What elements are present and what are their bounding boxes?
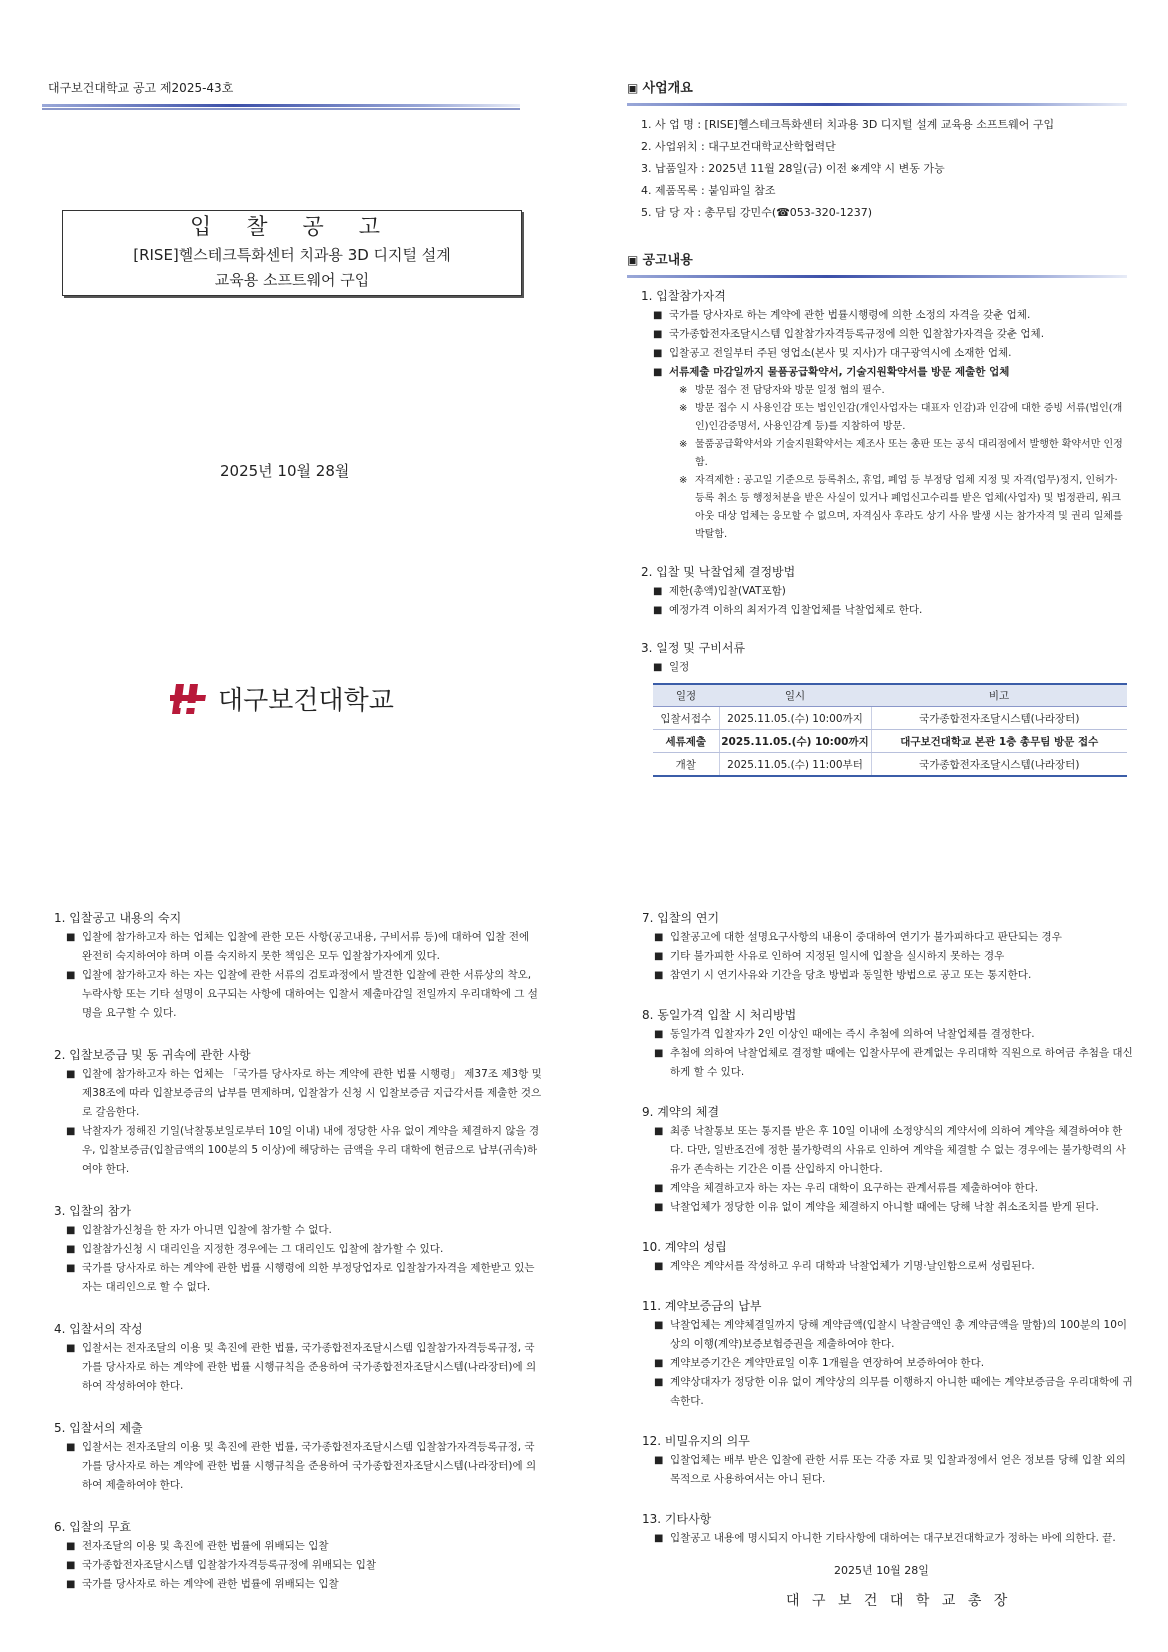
- title-box-title: 입 찰 공 고: [190, 215, 394, 240]
- terms-section: [642, 1296, 1134, 1411]
- bullet-icon: ■: [66, 1343, 76, 1354]
- bullet-icon: ■: [654, 1358, 664, 1369]
- terms-item-text: 입찰서는 전자조달의 이용 및 촉진에 관한 법률, 국가종합전자조달시스템 입찰참가자격등록규정, 국가를 당사자로 하는 계약에 관한 법률 시행규칙을 준용하여 국가종합전자조달시스템(나라장터)에 의하여 제출하여야 한다.: [82, 1441, 537, 1491]
- bullet-icon: ■: [653, 348, 663, 359]
- table-cell: 2025.11.05.(수) 11:00부터: [719, 753, 871, 777]
- bullet-icon: ■: [66, 1541, 76, 1552]
- terms-section: [54, 1319, 542, 1396]
- bullet-icon: ■: [66, 932, 76, 943]
- bullet-icon: ■: [654, 1048, 664, 1059]
- terms-item: [66, 966, 542, 1023]
- title-box-line2: 교육용 소프트웨어 구입: [214, 271, 370, 289]
- table-cell: 2025.11.05.(수) 10:00까지: [719, 707, 871, 730]
- terms-section: [642, 1431, 1134, 1489]
- overview-item: 4. 제품목록 : 붙임파일 참조: [641, 184, 776, 197]
- terms-item-text: 동일가격 입찰자가 2인 이상인 때에는 즉시 추첨에 의하여 낙찰업체를 결정한다.: [670, 1028, 1035, 1040]
- bullet-icon: ■: [654, 932, 664, 943]
- bullet-icon: ■: [654, 1455, 664, 1466]
- qualification-note: 물품공급확약서와 기술지원확약서는 제조사 또는 총판 또는 공식 대리점에서 발행한 확약서만 인정함.: [695, 439, 1123, 468]
- table-cell: 입찰서접수: [653, 707, 719, 730]
- qualification-title: 1. 입찰참가자격: [641, 289, 726, 303]
- terms-item: [654, 1044, 1134, 1082]
- terms-item: [654, 928, 1134, 947]
- terms-item-text: 입찰참가신청 시 대리인을 지정한 경우에는 그 대리인도 입찰에 참가할 수 있다.: [82, 1243, 444, 1255]
- content-rule: [627, 275, 1127, 278]
- terms-item: [654, 1529, 1134, 1548]
- terms-item-text: 낙찰업체는 계약체결일까지 당해 계약금액(입찰시 낙찰금액인 총 계약금액을 말함)의 100분의 10이상의 이행(계약)보증보험증권을 제출하여야 한다.: [670, 1319, 1128, 1350]
- terms-item: [654, 947, 1134, 966]
- terms-item-text: 계약상대자가 정당한 이유 없이 계약상의 의무를 이행하지 아니한 때에는 계약보증금을 우리대학에 귀속한다.: [670, 1376, 1133, 1407]
- terms-item-text: 입찰업체는 배부 받은 입찰에 관한 서류 또는 각종 자료 및 입찰과정에서 얻은 정보를 당해 입찰 외의 목적으로 사용하여서는 아니 된다.: [670, 1454, 1126, 1485]
- bullet-icon: ■: [653, 662, 663, 673]
- terms-section: [54, 908, 542, 1023]
- terms-section-title: 2. 입찰보증금 및 동 귀속에 관한 사항: [54, 1048, 251, 1062]
- title-box: [62, 210, 522, 296]
- terms-item: [66, 1556, 542, 1575]
- bullet-icon: ■: [66, 1263, 76, 1274]
- terms-section-title: 7. 입찰의 연기: [642, 911, 720, 925]
- terms-item: [66, 1438, 542, 1495]
- table-cell: 세류제출: [653, 730, 719, 753]
- bullet-icon: ■: [653, 367, 663, 378]
- table-header: 일정: [653, 684, 719, 707]
- terms-item: [66, 1240, 542, 1259]
- qualification-item: 국가를 당사자로 하는 계약에 관한 법률시행령에 의한 소정의 자격을 갖춘 업체.: [669, 309, 1031, 321]
- table-row: [653, 707, 1127, 730]
- terms-item: [654, 1316, 1134, 1354]
- bullet-icon: ■: [653, 586, 663, 597]
- schedule-title: 3. 일정 및 구비서류: [641, 641, 746, 655]
- terms-right-column: [642, 908, 1134, 1548]
- terms-section-title: 5. 입찰서의 제출: [54, 1421, 143, 1435]
- terms-item-text: 입찰공고에 대한 설명요구사항의 내용이 중대하여 연기가 불가피하다고 판단되는 경우: [670, 931, 1062, 943]
- table-cell: 대구보건대학교 본관 1층 총무팀 방문 접수: [871, 730, 1127, 753]
- terms-section: [642, 908, 1134, 985]
- terms-section-title: 11. 계약보증금의 납부: [642, 1299, 762, 1313]
- notice-date: 2025년 10월 28월: [220, 462, 350, 480]
- terms-item: [66, 1339, 542, 1396]
- bullet-icon: ■: [654, 1320, 664, 1331]
- bullet-icon: ■: [654, 1029, 664, 1040]
- bullet-icon: ■: [66, 1442, 76, 1453]
- bullet-icon: ■: [654, 1183, 664, 1194]
- qualification-item: 입찰공고 전일부터 주된 영업소(본사 및 지사)가 대구광역시에 소재한 업체.: [669, 347, 1012, 359]
- university-emblem-icon: [170, 684, 206, 714]
- terms-item-text: 국가를 당사자로 하는 계약에 관한 법률에 위배되는 입찰: [82, 1578, 339, 1590]
- terms-item: [654, 1122, 1134, 1179]
- qualification-note: 자격제한 : 공고일 기준으로 등록취소, 휴업, 폐업 등 부정당 업체 지정 및 자격(업무)정지, 인허가·등록 취소 등 행정처분을 받은 사실이 있거나 폐업신고수리를 받은 업체(사업자) 및 법정관리, 워크아웃 대상 업체는 응모할 수 없으며, 자격심사 후라도 상기 사유 발생 시는 참가자격 및 권리 일체를 박탈함.: [695, 475, 1123, 540]
- terms-item-text: 입찰에 참가하고자 하는 업체는 입찰에 관한 모든 사항(공고내용, 구비서류 등)에 대하여 입찰 전에 완전히 숙지하여야 하며 이를 숙지하지 못한 책임은 모두 입찰참가자에게 있다.: [82, 931, 530, 962]
- note-icon: ※: [679, 475, 688, 486]
- terms-section-title: 3. 입찰의 참가: [54, 1204, 132, 1218]
- terms-item-text: 국가종합전자조달시스템 입찰참가자격등록규정에 위배되는 입찰: [82, 1559, 377, 1571]
- bullet-icon: ■: [653, 310, 663, 321]
- method-item: 예정가격 이하의 최저가격 입찰업체를 낙찰업체로 한다.: [669, 604, 923, 616]
- terms-item-text: 계약은 계약서를 작성하고 우리 대학과 낙찰업체가 기명·날인함으로써 성립된다.: [670, 1260, 1035, 1272]
- terms-item-text: 전자조달의 이용 및 촉진에 관한 법률에 위배되는 입찰: [82, 1540, 329, 1552]
- note-icon: ※: [679, 385, 688, 396]
- terms-item: [654, 1354, 1134, 1373]
- university-name: 대구보건대학교: [218, 686, 394, 716]
- terms-section: [54, 1517, 542, 1594]
- terms-item-text: 입찰에 참가하고자 하는 자는 입찰에 관한 서류의 검토과정에서 발견한 입찰에 관한 서류상의 착오, 누락사항 또는 기타 설명이 요구되는 사항에 대하여는 입찰서 제출마감일 전일까지 우리대학에 그 설명을 요구할 수 있다.: [82, 969, 538, 1019]
- table-row: [653, 730, 1127, 753]
- bullet-icon: ■: [654, 1377, 664, 1388]
- terms-item-text: 추첨에 의하여 낙찰업체로 결정할 때에는 입찰사무에 관계없는 우리대학 직원으로 하여금 추첨을 대신하게 할 수 있다.: [670, 1047, 1133, 1078]
- title-box-line1: [RISE]헬스테크특화센터 치과용 3D 디지털 설계: [133, 246, 451, 264]
- terms-item-text: 최종 낙찰통보 또는 통지를 받은 후 10일 이내에 소정양식의 계약서에 의하여 계약을 체결하여야 한다. 다만, 일반조건에 정한 불가항력의 사유로 인하여 계약을 체결할 수 없는 경우에는 불가항력의 사유가 존속하는 기간은 이를 산입하지 아니한다.: [670, 1125, 1126, 1175]
- terms-item: [654, 1373, 1134, 1411]
- terms-item-text: 입찰참가신청을 한 자가 아니면 입찰에 참가할 수 없다.: [82, 1224, 332, 1236]
- note-icon: ※: [679, 403, 688, 414]
- qualification-item: 서류제출 마감일까지 물품공급확약서, 기술지원확약서를 방문 제출한 업체: [669, 366, 1010, 378]
- qualification-item: 국가종합전자조달시스템 입찰참가자격등록규정에 의한 입찰참가자격을 갖춘 업체.: [669, 328, 1045, 340]
- bullet-icon: ■: [654, 1202, 664, 1213]
- bullet-icon: ■: [654, 1533, 664, 1544]
- terms-item-text: 입찰에 참가하고자 하는 업체는 「국가를 당사자로 하는 계약에 관한 법률 시행령」 제37조 제3항 및 제38조에 따라 입찰보증금의 납부를 면제하며, 입찰참가 신청 시 입찰보증금 지급각서를 제출한 것으로 갈음한다.: [82, 1068, 542, 1118]
- overview-item: 1. 사 업 명 : [RISE]헬스테크특화센터 치과용 3D 디지털 설계 교육용 소프트웨어 구입: [641, 118, 1055, 131]
- terms-item: [66, 928, 542, 966]
- bullet-icon: ■: [66, 1225, 76, 1236]
- terms-item: [654, 1198, 1134, 1217]
- terms-section: [54, 1201, 542, 1297]
- closing-signer: 대 구 보 건 대 학 교 총 장: [786, 1593, 1012, 1609]
- section-marker-icon: ▣: [627, 253, 643, 267]
- terms-item: [654, 1179, 1134, 1198]
- bullet-icon: ■: [66, 1579, 76, 1590]
- terms-section-title: 4. 입찰서의 작성: [54, 1322, 143, 1336]
- terms-item: [66, 1221, 542, 1240]
- table-cell: 2025.11.05.(수) 10:00까지: [719, 730, 871, 753]
- terms-item-text: 참연기 시 연기사유와 기간을 당초 방법과 동일한 방법으로 공고 또는 통지한다.: [670, 969, 1032, 981]
- terms-item: [654, 1025, 1134, 1044]
- terms-item: [66, 1259, 542, 1297]
- bullet-icon: ■: [66, 1560, 76, 1571]
- table-cell: 국가종합전자조달시스템(나라장터): [871, 753, 1127, 777]
- bullet-icon: ■: [654, 1261, 664, 1272]
- content-section: [627, 250, 1127, 777]
- method-item: 제한(총액)입찰(VAT포함): [669, 585, 786, 597]
- closing-date: 2025년 10월 28일: [834, 1564, 929, 1577]
- content-heading: 공고내용: [642, 253, 693, 268]
- terms-item: [66, 1065, 542, 1122]
- terms-item: [66, 1122, 542, 1179]
- overview-rule: [627, 103, 1127, 106]
- bullet-icon: ■: [66, 970, 76, 981]
- terms-section: [54, 1418, 542, 1495]
- bullet-icon: ■: [654, 970, 664, 981]
- terms-item-text: 입찰서는 전자조달의 이용 및 촉진에 관한 법률, 국가종합전자조달시스템 입찰참가자격등록규정, 국가를 당사자로 하는 계약에 관한 법률 시행규칙을 준용하여 국가종합전자조달시스템(나라장터)에 의하여 작성하여야 한다.: [82, 1342, 537, 1392]
- table-cell: 개찰: [653, 753, 719, 777]
- table-header: 일시: [719, 684, 871, 707]
- terms-item: [654, 966, 1134, 985]
- qualification-note: 방문 접수 시 사용인감 또는 법인인감(개인사업자는 대표자 인감)과 인감에 대한 증빙 서류(법인(개인)인감증명서, 사용인감계 등)를 지참하여 방문.: [695, 403, 1123, 432]
- terms-item: [654, 1257, 1134, 1276]
- terms-section: [642, 1102, 1134, 1217]
- terms-left-column: [54, 908, 542, 1594]
- terms-section-title: 1. 입찰공고 내용의 숙지: [54, 911, 182, 925]
- method-title: 2. 입찰 및 낙찰업체 결정방법: [641, 565, 796, 579]
- terms-item-text: 계약을 체결하고자 하는 자는 우리 대학이 요구하는 관계서류를 제출하여야 한다.: [670, 1182, 1039, 1194]
- terms-section: [642, 1005, 1134, 1082]
- note-icon: ※: [679, 439, 688, 450]
- terms-section-title: 13. 기타사항: [642, 1512, 712, 1526]
- terms-item-text: 계약보증기간은 계약만료일 이후 1개월을 연장하여 보증하여야 한다.: [670, 1357, 985, 1369]
- terms-section: [642, 1237, 1134, 1276]
- bullet-icon: ■: [66, 1069, 76, 1080]
- table-header: 비고: [871, 684, 1127, 707]
- terms-item: [66, 1537, 542, 1556]
- terms-item: [66, 1575, 542, 1594]
- bullet-icon: ■: [66, 1126, 76, 1137]
- terms-section: [642, 1509, 1134, 1548]
- bullet-icon: ■: [654, 1126, 664, 1137]
- notice-number: 대구보건대학교 공고 제2025-43호: [48, 81, 234, 95]
- terms-item-text: 입찰공고 내용에 명시되지 아니한 기타사항에 대하여는 대구보건대학교가 정하는 바에 의한다. 끝.: [670, 1532, 1116, 1544]
- overview-item: 3. 납품일자 : 2025년 11월 28일(금) 이전 ※계약 시 변동 가능: [641, 162, 945, 175]
- terms-item-text: 국가를 당사자로 하는 계약에 관한 법률 시행령에 의한 부정당업자로 입찰참가자격을 제한받고 있는 자는 대리인으로 할 수 없다.: [82, 1262, 535, 1293]
- notice-header-rule: [42, 104, 520, 110]
- overview-item: 5. 담 당 자 : 총무팀 강민수(☎053-320-1237): [641, 206, 873, 219]
- bullet-icon: ■: [66, 1244, 76, 1255]
- terms-item-text: 낙찰자가 정해진 기일(낙찰통보일로부터 10일 이내) 내에 정당한 사유 없이 계약을 체결하지 않을 경우, 입찰보증금(입찰금액의 100분의 5 이상)에 해당하는 금액을 우리 대학에 현금으로 납부(귀속)하여야 한다.: [82, 1125, 540, 1175]
- terms-section-title: 6. 입찰의 무효: [54, 1520, 132, 1534]
- terms-section-title: 10. 계약의 성립: [642, 1240, 727, 1254]
- terms-item: [654, 1451, 1134, 1489]
- university-logo: [170, 680, 394, 717]
- terms-item-text: 낙찰업체가 정당한 이유 없이 계약을 체결하지 아니할 때에는 당해 낙찰 취소조치를 받게 된다.: [670, 1201, 1099, 1213]
- section-marker-icon: ▣: [627, 81, 643, 95]
- overview-item: 2. 사업위치 : 대구보건대학교산학협력단: [641, 140, 836, 153]
- qualification-note: 방문 접수 전 담당자와 방문 일정 협의 필수.: [695, 385, 885, 396]
- table-header-row: [653, 684, 1127, 707]
- terms-section-title: 9. 계약의 체결: [642, 1105, 720, 1119]
- schedule-sub: 일정: [669, 661, 690, 673]
- bullet-icon: ■: [653, 329, 663, 340]
- table-cell: 국가종합전자조달시스템(나라장터): [871, 707, 1127, 730]
- terms-section-title: 8. 동일가격 입찰 시 처리방법: [642, 1008, 797, 1022]
- schedule-table: [653, 683, 1127, 777]
- table-row: [653, 753, 1127, 777]
- terms-section-title: 12. 비밀유지의 의무: [642, 1434, 750, 1448]
- terms-section: [54, 1045, 542, 1179]
- overview-heading: 사업개요: [642, 81, 693, 96]
- terms-item-text: 기타 불가피한 사유로 인하여 지정된 일시에 입찰을 실시하지 못하는 경우: [670, 950, 1005, 962]
- bullet-icon: ■: [653, 605, 663, 616]
- bullet-icon: ■: [654, 951, 664, 962]
- overview-section: [627, 78, 1127, 224]
